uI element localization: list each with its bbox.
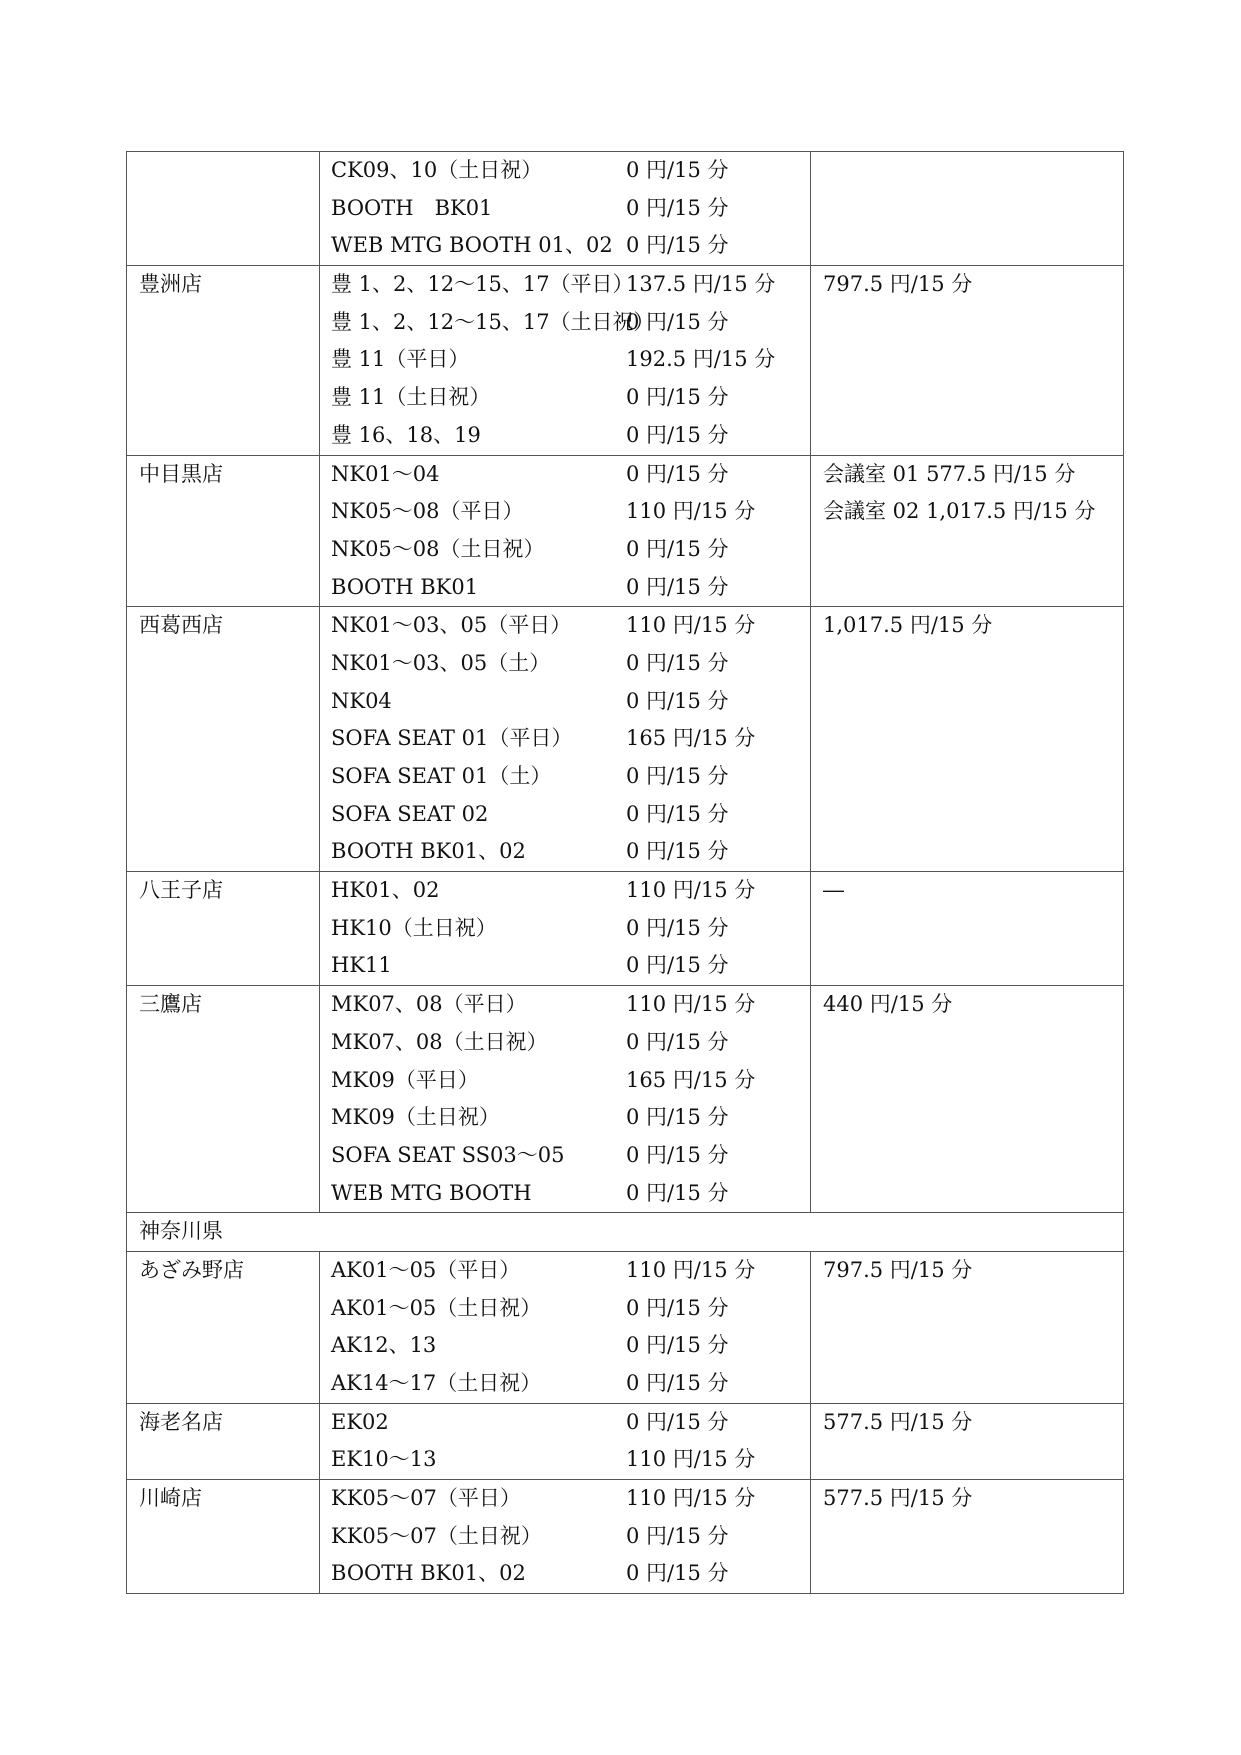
store-row [127,1480,1124,1594]
store-row [127,607,1124,872]
seat-name: MK09（土日祝） [331,1105,500,1130]
region-cell [127,1213,1124,1252]
seat-line [320,607,810,645]
pricing-table-body [127,152,1124,1594]
seat-price: 0 円/15 分 [626,422,729,447]
seat-line [320,758,810,796]
seat-price: 0 円/15 分 [626,195,729,220]
room-price-cell [811,1251,1124,1403]
seat-line [320,456,810,494]
store-name: 豊洲店 [139,272,202,297]
store-name: あざみ野店 [139,1257,244,1282]
seat-price: 110 円/15 分 [626,1486,756,1511]
seat-name: 豊 16、18、19 [331,422,481,447]
seat-price: 0 円/15 分 [626,1561,729,1586]
seat-line [320,1518,810,1556]
seat-price: 110 円/15 分 [626,1447,756,1472]
room-price: 会議室 02 1,017.5 円/15 分 [823,499,1096,524]
seat-name: NK05〜08（平日） [331,499,524,524]
seat-price: 192.5 円/15 分 [626,347,776,372]
seats-cell [320,266,811,455]
seat-price: 0 円/15 分 [626,1409,729,1434]
store-name: 川崎店 [139,1486,202,1511]
seat-name: BOOTH BK01、02 [331,839,526,864]
seat-line [320,1062,810,1100]
seat-price: 165 円/15 分 [626,1067,756,1092]
seats-cell [320,1403,811,1479]
seat-name: AK01〜05（土日祝） [331,1295,542,1320]
seats-cell [320,607,811,872]
seat-line [320,833,810,871]
seat-name: NK01〜03、05（平日） [331,613,572,638]
seat-price: 0 円/15 分 [626,536,729,561]
seat-name: HK01、02 [331,878,440,903]
store-name: 西葛西店 [139,613,223,638]
seat-price: 0 円/15 分 [626,158,729,182]
seat-line [320,1024,810,1062]
store-row [127,455,1124,607]
seat-line [320,1175,810,1213]
store-row [127,1251,1124,1403]
region-row [127,1213,1124,1252]
store-cell [127,872,320,986]
seat-name: SOFA SEAT 01（土） [331,764,552,788]
seat-name: KK05〜07（平日） [331,1486,521,1511]
seat-price: 0 円/15 分 [626,461,729,486]
seat-line [320,1480,810,1518]
seats-cell [320,455,811,607]
seat-name: WEB MTG BOOTH 01、02 [331,233,613,258]
seat-line [320,1252,810,1290]
room-price: 577.5 円/15 分 [823,1486,973,1511]
seat-price: 0 円/15 分 [626,1180,729,1205]
room-price: 440 円/15 分 [823,992,953,1017]
seat-line [320,986,810,1024]
store-cell [127,455,320,607]
store-row [127,266,1124,455]
seat-price: 110 円/15 分 [626,613,756,638]
seats-cell [320,1480,811,1594]
seat-price: 0 円/15 分 [626,1029,729,1054]
seat-line [320,1137,810,1175]
seat-line [320,152,810,190]
store-cell [127,1403,320,1479]
seat-line [320,531,810,569]
store-cell [127,607,320,872]
seat-name: HK11 [331,953,392,978]
seat-line [320,227,810,265]
seat-line [320,1555,810,1593]
seat-price: 0 円/15 分 [626,1295,729,1320]
room-price-cell [811,986,1124,1213]
store-name: 海老名店 [139,1409,223,1434]
seat-line [320,379,810,417]
seat-price: 0 円/15 分 [626,915,729,940]
seat-price: 110 円/15 分 [626,499,756,524]
seat-line [320,872,810,910]
seat-price: 0 円/15 分 [626,1371,729,1395]
seat-line [320,341,810,379]
store-cell [127,266,320,455]
seat-line [320,720,810,758]
seat-name: AK12、13 [331,1333,437,1358]
room-price-cell [811,872,1124,986]
seat-price: 0 円/15 分 [626,839,729,864]
store-name: 八王子店 [139,878,223,903]
seat-price: 0 円/15 分 [626,574,729,599]
store-row [127,872,1124,986]
seat-name: BOOTH BK01 [331,574,479,599]
seat-price: 110 円/15 分 [626,992,756,1017]
store-name: 中目黒店 [139,461,223,486]
seats-cell [320,152,811,266]
room-price: 797.5 円/15 分 [823,272,973,297]
room-price-cell [811,607,1124,872]
seat-name: SOFA SEAT SS03〜05 [331,1142,565,1167]
seats-cell [320,1251,811,1403]
seat-name: MK07、08（土日祝） [331,1029,548,1054]
seat-price: 110 円/15 分 [626,878,756,903]
seat-name: SOFA SEAT 02 [331,801,489,826]
seats-cell [320,872,811,986]
seat-name: SOFA SEAT 01（平日） [331,726,573,751]
seat-name: MK07、08（平日） [331,992,527,1017]
seat-price: 0 円/15 分 [626,1105,729,1130]
seat-name: CK09、10（土日祝） [331,158,543,182]
seat-price: 0 円/15 分 [626,233,729,258]
room-price: 577.5 円/15 分 [823,1409,973,1434]
seat-name: WEB MTG BOOTH [331,1180,532,1205]
room-price-cell [811,152,1124,266]
room-price-cell [811,455,1124,607]
seat-price: 165 円/15 分 [626,726,756,751]
seat-price: 0 円/15 分 [626,688,729,713]
seat-name: 豊 1、2、12〜15、17（平日） [331,272,634,297]
seat-line [320,1404,810,1442]
seat-line [320,417,810,455]
seat-line [320,1365,810,1403]
store-row [127,986,1124,1213]
seat-line [320,1441,810,1479]
seat-line [320,947,810,985]
seat-price: 0 円/15 分 [626,309,729,334]
seat-name: BOOTH BK01、02 [331,1561,526,1586]
store-name [127,152,319,190]
seat-line [320,493,810,531]
seat-name: KK05〜07（土日祝） [331,1523,542,1548]
room-price-cell [811,266,1124,455]
seat-price: 0 円/15 分 [626,1523,729,1548]
seat-price: 137.5 円/15 分 [626,272,776,297]
seat-price: 0 円/15 分 [626,1333,729,1358]
seat-name: BOOTH BK01 [331,195,493,220]
seat-price: 0 円/15 分 [626,1142,729,1167]
room-price-cell [811,1480,1124,1594]
pricing-table [126,151,1124,1594]
seat-name: 豊 1、2、12〜15、17（土日祝） [331,309,655,334]
seat-name: EK02 [331,1409,389,1434]
seat-name: NK04 [331,688,392,713]
store-row [127,152,1124,266]
seat-price: 0 円/15 分 [626,385,729,410]
seat-line [320,266,810,304]
seat-name: AK14〜17（土日祝） [331,1371,542,1395]
seat-price: 0 円/15 分 [626,801,729,826]
room-price: 797.5 円/15 分 [823,1257,973,1282]
seat-line [320,190,810,228]
seat-name: MK09（平日） [331,1067,479,1092]
seat-line [320,683,810,721]
seat-line [320,304,810,342]
seat-line [320,645,810,683]
seat-line [320,569,810,607]
seat-line [320,1290,810,1328]
room-price-cell [811,1403,1124,1479]
seat-line [320,1327,810,1365]
room-price: 1,017.5 円/15 分 [823,613,993,638]
seat-price: 0 円/15 分 [626,953,729,978]
seat-price: 0 円/15 分 [626,764,729,788]
store-cell [127,1251,320,1403]
seat-name: NK01〜03、05（土） [331,650,551,675]
room-price: 会議室 01 577.5 円/15 分 [823,461,1076,486]
store-cell [127,1480,320,1594]
seat-name: EK10〜13 [331,1447,437,1472]
seats-cell [320,986,811,1213]
seat-name: NK01〜04 [331,461,440,486]
seat-name: HK10（土日祝） [331,915,497,940]
store-cell [127,986,320,1213]
room-price: ― [823,878,844,903]
seat-line [320,910,810,948]
seat-name: 豊 11（平日） [331,347,470,372]
store-cell [127,152,320,266]
seat-price: 0 円/15 分 [626,650,729,675]
seat-name: AK01〜05（平日） [331,1257,521,1282]
seat-name: 豊 11（土日祝） [331,385,491,410]
seat-price: 110 円/15 分 [626,1257,756,1282]
store-row [127,1403,1124,1479]
seat-line [320,1099,810,1137]
store-name: 三鷹店 [139,992,202,1017]
seat-name: NK05〜08（土日祝） [331,536,545,561]
region-label: 神奈川県 [139,1219,223,1244]
seat-line [320,796,810,834]
